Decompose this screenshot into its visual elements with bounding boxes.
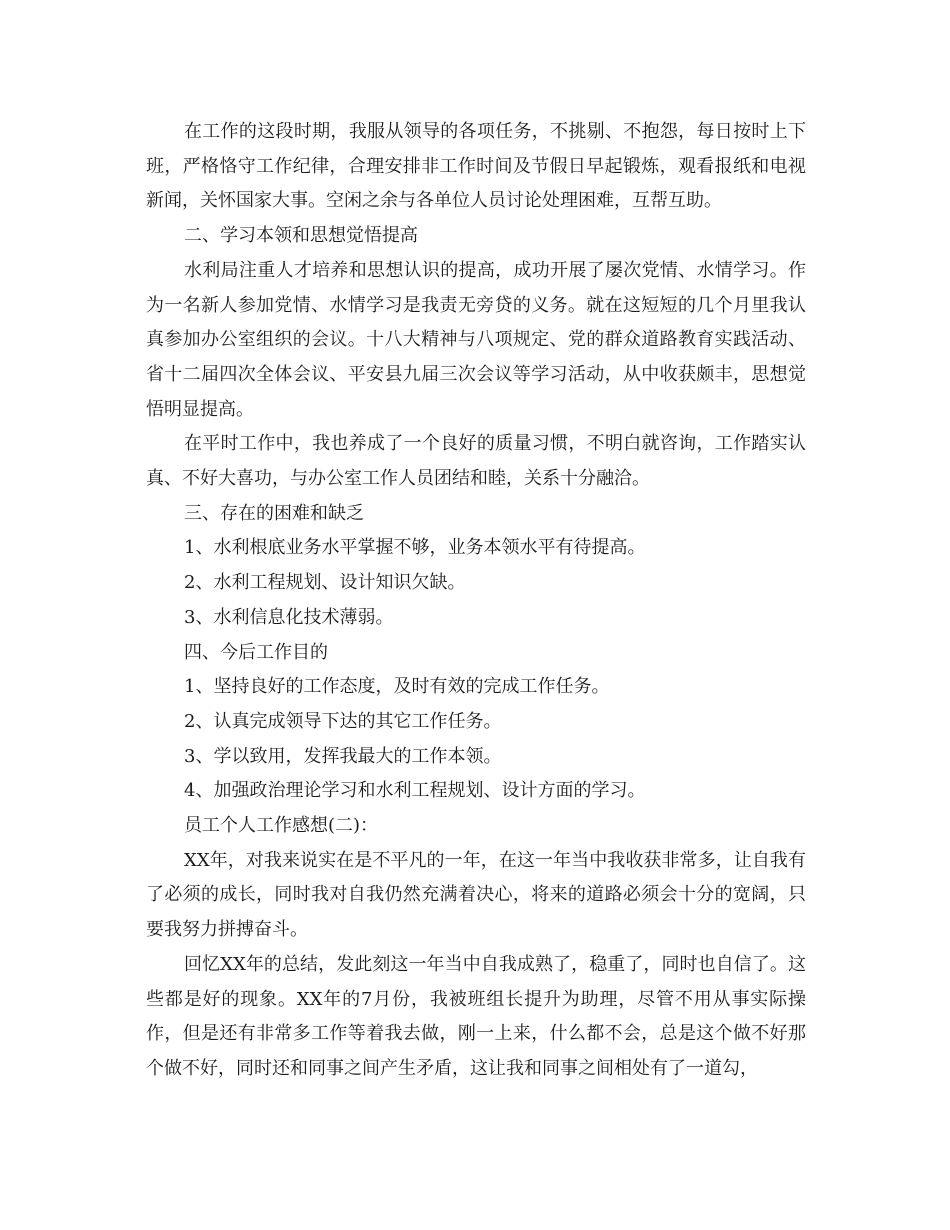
heading-future-goals: 四、今后工作目的 [184,641,328,663]
list-item-difficulty-3: 3、水利信息化技术薄弱。 [184,606,394,628]
paragraph-daily-habits: 在平时工作中，我也养成了一个良好的质量习惯，不明白就咨询，工作踏实认真、不好大喜功，与办公室工作人员团结和睦，关系十分融洽。 [146,433,806,490]
list-item-goal-4: 4、加强政治理论学习和水利工程规划、设计方面的学习。 [184,780,646,802]
heading-study-improvement: 二、学习本领和思想觉悟提高 [184,225,418,247]
document-body [146,115,806,1087]
paragraph-work-attitude: 在工作的这段时期，我服从领导的各项任务，不挑剔、不抱怨，每日按时上下班，严格恪守工作纪律，合理安排非工作时间及节假日早起锻炼，观看报纸和电视新闻，关怀国家大事。空闲之余与各单位人员讨论处理困难，互帮互助。 [146,121,806,212]
paragraph-recollection: 回忆XX年的总结，发此刻这一年当中自我成熟了，稳重了，同时也自信了。这些都是好的现象。XX年的7月份，我被班组长提升为助理，尽管不用从事实际操作，但是还有非常多工作等着我去做，刚一上来，什么都不会，总是这个做不好那个做不好，同时还和同事之间产生矛盾，这让我和同事之间相处有了一道勾， [146,953,806,1079]
list-item-goal-3: 3、学以致用，发挥我最大的工作本领。 [184,745,502,767]
list-item-difficulty-1: 1、水利根底业务水平掌握不够，业务本领水平有待提高。 [184,537,646,559]
paragraph-study: 水利局注重人才培养和思想认识的提高，成功开展了屡次党情、水情学习。作为一名新人参加党情、水情学习是我责无旁贷的义务。就在这短短的几个月里我认真参加办公室组织的会议。十八大精神与八项规定、党的群众道路教育实践活动、省十二届四次全体会议、平安县九届三次会议等学习活动，从中收获颇丰，思想觉悟明显提高。 [146,259,806,420]
list-item-difficulty-2: 2、水利工程规划、设计知识欠缺。 [184,572,466,594]
paragraph-year-summary: XX年，对我来说实在是不平凡的一年，在这一年当中我收获非常多，让自我有了必须的成长，同时我对自我仍然充满着决心，将来的道路必须会十分的宽阔，只要我努力拼搏奋斗。 [146,849,806,941]
list-item-goal-2: 2、认真完成领导下达的其它工作任务。 [184,710,502,732]
heading-difficulties: 三、存在的困难和缺乏 [184,502,364,524]
list-item-goal-1: 1、坚持良好的工作态度，及时有效的完成工作任务。 [184,676,610,698]
section-title-reflection-2: 员工个人工作感想(二)： [184,815,379,837]
